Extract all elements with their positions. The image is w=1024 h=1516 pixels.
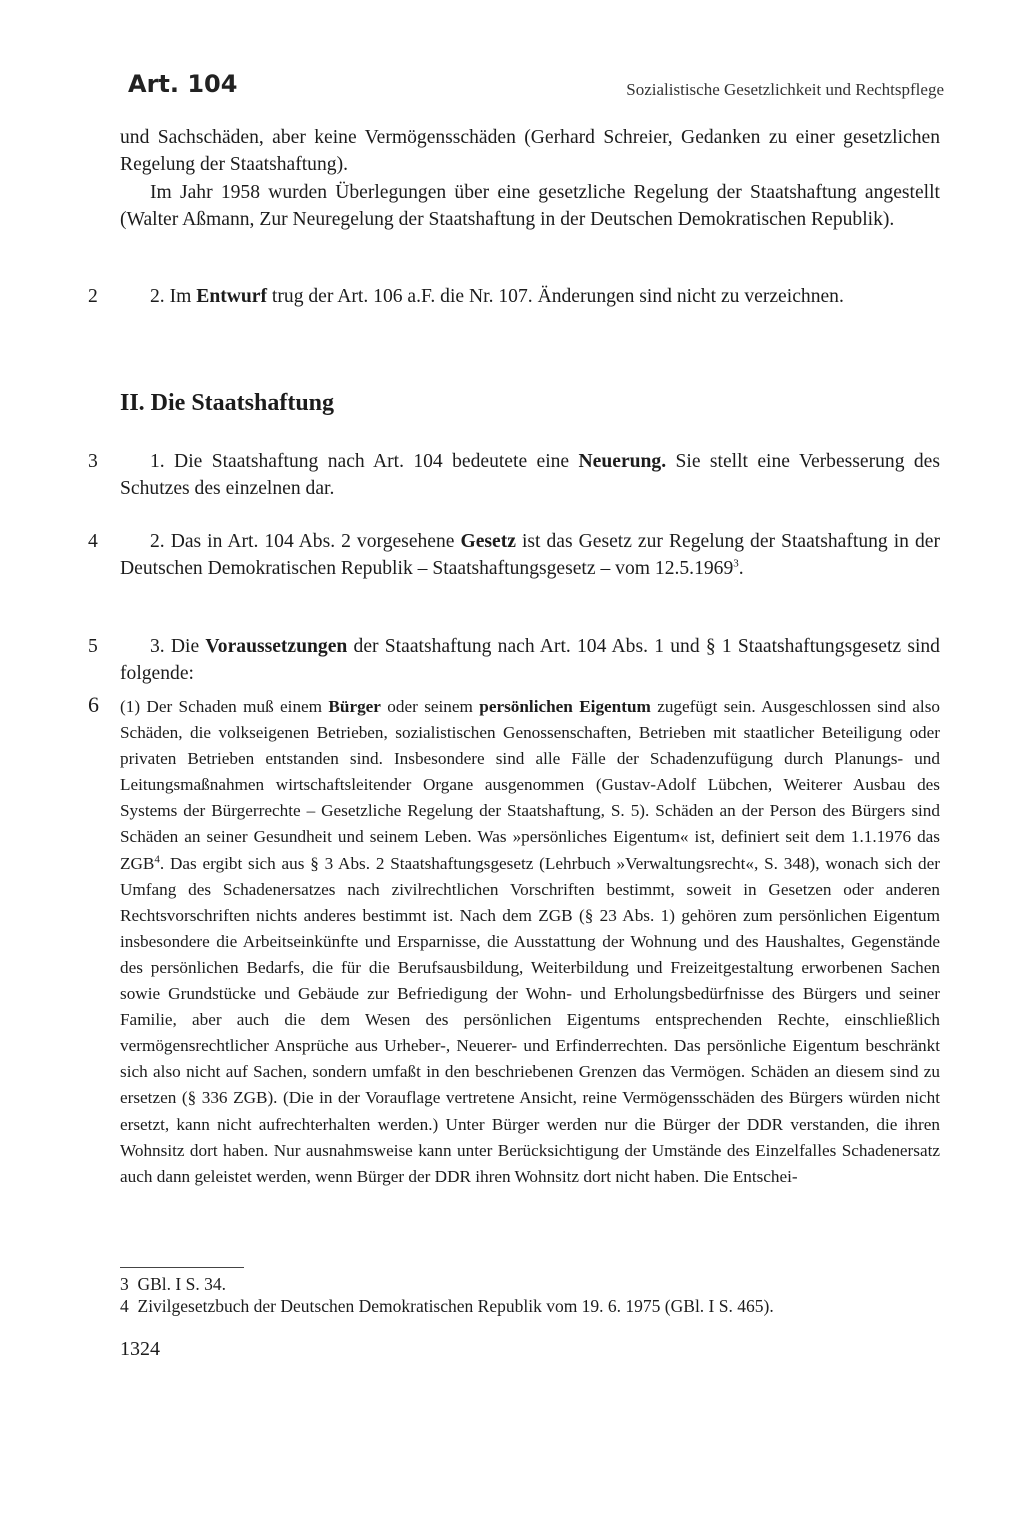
item-5-paragraph: 3. Die Voraussetzungen der Staatshaftung nach Art. 104 Abs. 1 und § 1 Staatshaftungsgesetz sind folgende: <box>120 636 940 685</box>
paragraph-1958: Im Jahr 1958 wurden Überlegungen über eine gesetzliche Regelung der Staatshaftung angestellt (Walter Aßmann, Zur Neuregelung der Staatshaftung in der Deutschen Demokratischen Republik). <box>120 181 940 230</box>
margin-number-6: 6 <box>88 692 99 717</box>
item-6-paragraph: (1) Der Schaden muß einem Bürger oder seinem persönlichen Eigentum zugefügt sein. Ausgeschlossen sind also Schäden, die volkseigenen Betrieben, sozialistischen Genossenschaften, Betrieben mit staatlicher Beteiligung oder privaten Betrieben entstanden sind. Insbesondere sind alle Fälle der Schadenzufügung durch Planungs- und Leitungsmaßnahmen wirtschaftsleitender Organe ausgenommen (Gustav-Adolf Lübchen, Weiterer Ausbau des Systems der Bürgerrechte – Gesetzliche Regelung der Staatshaftung, S. 5). Schäden an der Person des Bürgers sind Schäden an seiner Gesundheit und seinem Leben. Was »persönliches Eigentum« ist, definiert seit dem 1.1.1976 das ZGB$^4$. Das ergibt sich aus § 3 Abs. 2 Staatshaftungsgesetz (Lehrbuch »Verwaltungsrecht«, S. 348), wonach sich der Umfang des Schadenersatzes nach zivilrechtlichen Vorschriften bestimmt, soweit in Gesetzen oder anderen Rechtsvorschriften nichts anderes bestimmt ist. Nach dem ZGB (§ 23 Abs. 1) gehören zum persönlichen Eigentum insbesondere die Arbeitseinkünfte und Ersparnisse, die Ausstattung der Wohnung und des Haushaltes, Gegenstände des persönlichen Bedarfs, die für die Berufsausbildung, Weiterbildung und Freizeitgestaltung erworbenen Sachen sowie Grundstücke und Gebäude zur Befriedigung der Wohn- und Erholungsbedürfnisse des Bürgers und seiner Familie, aber auch die dem Wesen des persönlichen Eigentums entsprechenden Rechte, einschließlich vermögensrechtlicher Ansprüche aus Urheber-, Neuerer- und Erfinderrechten. Das persönliche Eigentum beschränkt sich also nicht auf Sachen, sondern umfaßt in den beschriebenen Grenzen das Vermögen. Schäden an diesem sind zu ersetzen (§ 336 ZGB). (Die in der Vorauflage vertretene Ansicht, reine Vermögensschäden des Bürgers würden nicht ersetzt, kann nicht aufrechterhalten werden.) Unter Bürger werden nur die Bürger der DDR verstanden, die ihren Wohnsitz dort haben. Nur ausnahmsweise kann unter Berücksichtigung der Umstände des Einzelfalles Schadenersatz auch dann geleistet werden, wenn Bürger der DDR ihren Wohnsitz dort nicht haben. Die Entschei- <box>120 697 940 1186</box>
margin-number-3: 3 <box>88 451 98 472</box>
item-2-paragraph: 2. Im Entwurf trug der Art. 106 a.F. die Nr. 107. Änderungen sind nicht zu verzeichnen. <box>150 286 844 307</box>
item-3-block <box>120 448 940 503</box>
margin-number-2: 2 <box>88 286 98 307</box>
footnote-3 <box>120 1274 226 1295</box>
bold-term-voraussetzungen: Voraussetzungen <box>205 636 348 657</box>
footnote-text: GBl. I S. 34. <box>137 1274 226 1294</box>
footnote-ref-4: 4 <box>154 852 160 865</box>
footnote-4 <box>120 1296 774 1317</box>
bold-term-persoenliches-eigentum: persönlichen Eigentum <box>479 697 651 716</box>
item-5-block <box>120 633 940 688</box>
continuation-paragraph: und Sachschäden, aber keine Vermögensschäden (Gerhard Schreier, Gedanken zu einer gesetzlichen Regelung der Staatshaftung). <box>120 127 940 176</box>
running-title: Sozialistische Gesetzlichkeit und Rechtspflege <box>626 80 944 99</box>
item-2-block <box>120 283 940 310</box>
item-6-block <box>120 694 940 1190</box>
footnote-number: 3 <box>120 1274 129 1294</box>
bold-term-entwurf: Entwurf <box>196 286 268 307</box>
item-4-paragraph: 2. Das in Art. 104 Abs. 2 vorgesehene Gesetz ist das Gesetz zur Regelung der Staatshaftung in der Deutschen Demokratischen Republik – Staatshaftungsgesetz – vom 12.5.1969$^3$. <box>120 531 940 580</box>
item-3-paragraph: 1. Die Staatshaftung nach Art. 104 bedeutete eine Neuerung. Sie stellt eine Verbesserung des Schutzes des einzelnen dar. <box>120 451 940 500</box>
section-heading: II. Die Staatshaftung <box>120 390 335 416</box>
bold-term-buerger: Bürger <box>328 697 381 716</box>
footnote-number: 4 <box>120 1296 129 1316</box>
margin-number-5: 5 <box>88 636 98 657</box>
intro-block <box>120 124 940 233</box>
item-4-block <box>120 528 940 583</box>
page-number: 1324 <box>120 1338 160 1360</box>
margin-number-4: 4 <box>88 531 98 552</box>
footnote-text: Zivilgesetzbuch der Deutschen Demokratischen Republik vom 19. 6. 1975 (GBl. I S. 465). <box>137 1296 774 1316</box>
article-header: Art. 104 <box>128 70 238 98</box>
bold-term-neuerung: Neuerung. <box>578 451 667 472</box>
footnote-ref-3: 3 <box>733 557 739 570</box>
bold-term-gesetz: Gesetz <box>460 531 516 552</box>
footnote-divider <box>120 1267 244 1268</box>
